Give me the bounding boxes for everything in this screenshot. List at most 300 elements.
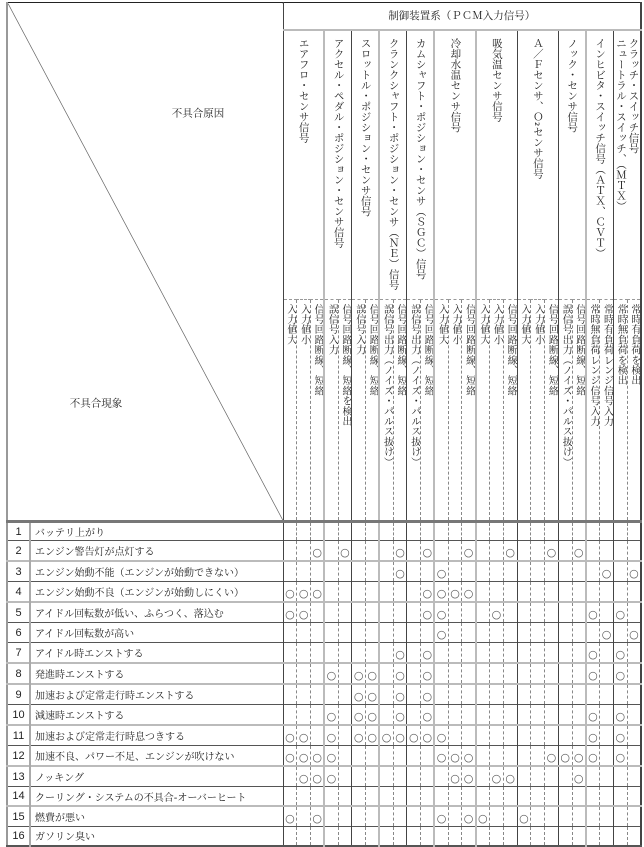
mark-cell — [448, 827, 462, 846]
mark-cell — [613, 623, 627, 643]
sensor-group-label — [387, 38, 400, 290]
mark-cell — [338, 725, 352, 746]
mark-cell — [462, 582, 476, 603]
mark-cell — [600, 766, 614, 787]
mark-circle: ○ — [326, 731, 337, 745]
mark-circle: ○ — [381, 731, 392, 745]
mark-cell — [393, 522, 407, 541]
mark-cell — [489, 561, 503, 582]
mark-cell — [545, 787, 559, 806]
mark-cell — [572, 746, 586, 767]
mark-cell — [627, 663, 641, 684]
failure-mode-header — [531, 300, 545, 522]
mark-cell — [613, 725, 627, 746]
symptom-cell — [30, 602, 283, 623]
mark-cell — [407, 766, 421, 787]
mark-circle: ○ — [353, 731, 364, 745]
mark-cell — [379, 623, 393, 643]
mark-cell — [627, 541, 641, 562]
mark-cell — [311, 766, 325, 787]
mark-cell — [627, 827, 641, 846]
mark-cell — [448, 561, 462, 582]
mark-cell — [600, 827, 614, 846]
mark-cell — [517, 541, 531, 562]
mark-cell — [352, 623, 366, 643]
mark-cell — [572, 623, 586, 643]
mark-cell — [613, 766, 627, 787]
mark-cell — [338, 623, 352, 643]
mark-circle: ○ — [546, 751, 557, 765]
failure-mode-header — [448, 300, 462, 522]
mark-cell — [503, 522, 517, 541]
mark-cell — [338, 541, 352, 562]
mark-circle: ○ — [298, 772, 309, 786]
failure-mode-label: 常時無負荷レンジ信号入力 — [587, 304, 599, 427]
corner-diagonal-box — [8, 3, 283, 519]
mark-cell — [311, 806, 325, 827]
mark-circle: ○ — [601, 628, 612, 642]
symptom-cell — [30, 787, 283, 806]
mark-cell — [407, 623, 421, 643]
mark-cell — [379, 827, 393, 846]
symptom-text: アイドル回転数が低い、ふらつく、落込む — [35, 609, 224, 621]
row-number: 7 — [7, 643, 30, 664]
mark-cell — [462, 623, 476, 643]
symptom-text: バッテリ上がり — [35, 528, 105, 540]
symptom-cell — [30, 766, 283, 787]
mark-cell — [531, 541, 545, 562]
symptom-row — [7, 623, 641, 643]
symptom-text: エンジン始動不能（エンジンが始動できない） — [35, 568, 244, 580]
mark-cell — [352, 766, 366, 787]
mark-cell — [393, 643, 407, 664]
mark-cell — [352, 643, 366, 664]
mark-cell — [283, 623, 297, 643]
sensor-group-label-line: ニュートラル・スイッチ、（ＭＴＸ） — [615, 37, 627, 211]
sensor-group-header — [586, 30, 614, 300]
mark-cell — [517, 806, 531, 827]
mark-cell — [324, 522, 338, 541]
mark-cell — [297, 684, 311, 705]
mark-circle: ○ — [367, 710, 378, 724]
mark-cell — [462, 705, 476, 726]
mark-cell — [352, 582, 366, 603]
mark-cell — [297, 746, 311, 767]
mark-cell — [434, 561, 448, 582]
mark-cell — [517, 787, 531, 806]
sensor-group-header — [434, 30, 475, 300]
mark-cell — [283, 725, 297, 746]
symptom-text: アイドル回転数が高い — [35, 629, 135, 641]
mark-cell — [421, 643, 435, 664]
symptom-row — [7, 602, 641, 623]
mark-cell — [407, 746, 421, 767]
row-number: 10 — [7, 705, 30, 726]
mark-cell — [434, 522, 448, 541]
failure-mode-header — [462, 300, 476, 522]
mark-cell — [627, 705, 641, 726]
mark-cell — [531, 746, 545, 767]
mark-cell — [393, 602, 407, 623]
sensor-group-header — [407, 30, 435, 300]
mark-cell — [352, 705, 366, 726]
symptom-row — [7, 541, 641, 562]
mark-circle: ○ — [615, 751, 626, 765]
failure-mode-label: 常時有負荷レンジ信号入力 — [601, 304, 613, 427]
mark-cell — [586, 582, 600, 603]
mark-cell — [531, 623, 545, 643]
mark-cell — [613, 602, 627, 623]
mark-circle: ○ — [367, 669, 378, 683]
mark-cell — [489, 827, 503, 846]
failure-mode-header — [421, 300, 435, 522]
mark-cell — [434, 827, 448, 846]
mark-cell — [586, 623, 600, 643]
mark-cell — [324, 806, 338, 827]
mark-cell — [366, 582, 380, 603]
mark-circle: ○ — [367, 690, 378, 704]
mark-cell — [338, 787, 352, 806]
mark-cell — [462, 541, 476, 562]
mark-cell — [311, 663, 325, 684]
mark-cell — [407, 705, 421, 726]
failure-mode-header — [283, 300, 297, 522]
mark-cell — [517, 623, 531, 643]
mark-cell — [338, 766, 352, 787]
mark-cell — [366, 684, 380, 705]
mark-cell — [476, 827, 490, 846]
mark-cell — [448, 541, 462, 562]
mark-cell — [489, 705, 503, 726]
table-title-text: 制御装置系（ＰＣＭ入力信号） — [388, 10, 536, 23]
mark-cell — [558, 623, 572, 643]
mark-circle: ○ — [422, 669, 433, 683]
mark-circle: ○ — [573, 751, 584, 765]
mark-circle: ○ — [353, 710, 364, 724]
symptom-cell — [30, 663, 283, 684]
mark-cell — [283, 522, 297, 541]
mark-cell — [503, 663, 517, 684]
sensor-group-label-line: Ａ／Ｆセンサ、Ｏ₂センサ信号 — [531, 37, 544, 179]
mark-circle: ○ — [436, 731, 447, 745]
mark-cell — [531, 705, 545, 726]
failure-mode-header — [297, 300, 311, 522]
mark-cell — [448, 684, 462, 705]
mark-cell — [558, 787, 572, 806]
mark-cell — [558, 663, 572, 684]
mark-cell — [283, 663, 297, 684]
mark-cell — [366, 643, 380, 664]
failure-mode-header — [572, 300, 586, 522]
mark-cell — [379, 522, 393, 541]
mark-circle: ○ — [629, 628, 639, 642]
mark-cell — [503, 705, 517, 726]
sensor-group-label — [531, 38, 544, 179]
row-number: 15 — [7, 806, 30, 827]
mark-cell — [613, 746, 627, 767]
mark-cell — [283, 561, 297, 582]
mark-cell — [393, 663, 407, 684]
sensor-group-label — [449, 38, 462, 133]
mark-cell — [448, 663, 462, 684]
mark-cell — [379, 766, 393, 787]
mark-cell — [531, 663, 545, 684]
mark-circle: ○ — [395, 710, 405, 724]
mark-cell — [462, 561, 476, 582]
mark-cell — [311, 602, 325, 623]
sensor-group-label — [414, 38, 427, 280]
row-number: 11 — [7, 725, 30, 746]
mark-cell — [545, 522, 559, 541]
mark-circle: ○ — [588, 648, 598, 662]
mark-cell — [600, 602, 614, 623]
mark-cell — [407, 582, 421, 603]
mark-cell — [572, 684, 586, 705]
mark-circle: ○ — [298, 731, 309, 745]
mark-cell — [283, 787, 297, 806]
mark-cell — [545, 705, 559, 726]
mark-cell — [338, 643, 352, 664]
mark-cell — [297, 725, 311, 746]
mark-cell — [476, 705, 490, 726]
mark-cell — [572, 582, 586, 603]
mark-cell — [531, 806, 545, 827]
mark-cell — [393, 541, 407, 562]
mark-circle: ○ — [463, 772, 474, 786]
mark-cell — [517, 705, 531, 726]
mark-cell — [324, 787, 338, 806]
symptom-cell — [30, 582, 283, 603]
sensor-group-label-line: エアフロ・センサ信号 — [297, 37, 310, 143]
symptom-cell — [30, 561, 283, 582]
failure-mode-header — [379, 300, 393, 522]
mark-cell — [613, 561, 627, 582]
mark-cell — [448, 522, 462, 541]
mark-cell — [366, 766, 380, 787]
mark-cell — [572, 725, 586, 746]
sensor-group-label-line: スロットル・ポジション・センサ信号 — [359, 37, 372, 216]
mark-cell — [283, 705, 297, 726]
mark-cell — [462, 806, 476, 827]
symptom-label: 不具合現象 — [69, 397, 123, 410]
mark-cell — [338, 522, 352, 541]
mark-cell — [586, 806, 600, 827]
mark-cell — [338, 705, 352, 726]
mark-circle: ○ — [615, 710, 626, 724]
mark-cell — [558, 582, 572, 603]
mark-cell — [545, 643, 559, 664]
mark-cell — [531, 787, 545, 806]
symptom-cell — [30, 623, 283, 643]
mark-cell — [297, 705, 311, 726]
mark-circle: ○ — [326, 751, 337, 765]
mark-cell — [352, 725, 366, 746]
mark-cell — [476, 561, 490, 582]
mark-cell — [558, 684, 572, 705]
mark-circle: ○ — [285, 751, 295, 765]
symptom-text: 加速不良、パワー不足、エンジンが吹けない — [35, 752, 235, 764]
sensor-group-label — [566, 38, 579, 133]
mark-cell — [462, 684, 476, 705]
mark-circle: ○ — [422, 690, 433, 704]
failure-mode-header — [600, 300, 614, 522]
mark-circle: ○ — [422, 710, 433, 724]
mark-cell — [627, 725, 641, 746]
mark-cell — [407, 787, 421, 806]
mark-circle: ○ — [298, 587, 309, 601]
mark-cell — [600, 806, 614, 827]
mark-cell — [379, 705, 393, 726]
mark-circle: ○ — [463, 587, 474, 601]
diagnosis-matrix-table — [6, 2, 642, 847]
row-number: 12 — [7, 746, 30, 767]
failure-mode-header — [338, 300, 352, 522]
mark-cell — [627, 602, 641, 623]
failure-mode-label: 入力値小 — [491, 304, 503, 345]
mark-cell — [586, 746, 600, 767]
mark-cell — [379, 663, 393, 684]
mark-cell — [448, 623, 462, 643]
mark-cell — [531, 725, 545, 746]
mark-cell — [462, 725, 476, 746]
mark-cell — [627, 787, 641, 806]
mark-cell — [297, 787, 311, 806]
mark-circle: ○ — [601, 567, 612, 581]
symptom-row — [7, 561, 641, 582]
mark-cell — [297, 561, 311, 582]
mark-cell — [627, 684, 641, 705]
failure-mode-header — [586, 300, 600, 522]
mark-cell — [352, 684, 366, 705]
mark-cell — [283, 602, 297, 623]
mark-cell — [407, 541, 421, 562]
mark-cell — [489, 684, 503, 705]
mark-cell — [311, 705, 325, 726]
sensor-group-header — [517, 30, 558, 300]
mark-cell — [324, 561, 338, 582]
header-title-row — [7, 3, 641, 30]
failure-mode-label: 信号回路断線、短絡を検出 — [339, 304, 351, 427]
mark-cell — [421, 602, 435, 623]
mark-circle: ○ — [422, 731, 433, 745]
failure-mode-label: 信号回路断線、短絡 — [312, 304, 324, 396]
mark-cell — [366, 623, 380, 643]
mark-cell — [311, 522, 325, 541]
failure-mode-label: 入力値小 — [450, 304, 462, 345]
symptom-text: 加速および定常走行時息つきする — [35, 732, 185, 744]
mark-cell — [600, 705, 614, 726]
mark-cell — [503, 827, 517, 846]
row-number: 1 — [7, 522, 30, 541]
mark-cell — [545, 582, 559, 603]
mark-cell — [379, 602, 393, 623]
mark-cell — [324, 582, 338, 603]
mark-cell — [517, 725, 531, 746]
mark-cell — [586, 766, 600, 787]
mark-cell — [586, 541, 600, 562]
failure-mode-label: 常時無負荷を検出 — [615, 304, 627, 386]
failure-mode-header — [558, 300, 572, 522]
mark-circle: ○ — [422, 587, 433, 601]
mark-cell — [503, 541, 517, 562]
mark-cell — [324, 643, 338, 664]
mark-cell — [613, 684, 627, 705]
mark-cell — [600, 541, 614, 562]
failure-mode-label: 誤信号出力（ノイズ・パルス抜け） — [381, 304, 393, 468]
mark-cell — [572, 541, 586, 562]
mark-circle: ○ — [285, 608, 295, 622]
sensor-group-label-line: カムシャフト・ポジション・センサ（ＳＧＣ）信号 — [414, 37, 427, 279]
mark-cell — [366, 746, 380, 767]
mark-cell — [545, 623, 559, 643]
mark-circle: ○ — [285, 587, 295, 601]
symptom-text: ガソリン臭い — [35, 832, 95, 844]
mark-cell — [393, 705, 407, 726]
mark-cell — [462, 522, 476, 541]
mark-cell — [421, 522, 435, 541]
mark-cell — [393, 561, 407, 582]
mark-cell — [613, 643, 627, 664]
mark-cell — [421, 684, 435, 705]
mark-cell — [489, 602, 503, 623]
mark-cell — [572, 827, 586, 846]
table-title — [283, 3, 641, 30]
symptom-text: 加速および定常走行時エンストする — [35, 691, 195, 703]
mark-cell — [476, 806, 490, 827]
mark-cell — [311, 684, 325, 705]
mark-circle: ○ — [463, 751, 474, 765]
mark-cell — [421, 705, 435, 726]
mark-cell — [352, 663, 366, 684]
mark-cell — [421, 827, 435, 846]
mark-cell — [572, 522, 586, 541]
mark-cell — [379, 746, 393, 767]
mark-cell — [489, 663, 503, 684]
mark-circle: ○ — [588, 710, 598, 724]
mark-cell — [366, 827, 380, 846]
mark-cell — [338, 582, 352, 603]
mark-cell — [407, 827, 421, 846]
symptom-text: クーリング・システムの不具合-オーバーヒート — [35, 792, 247, 804]
mark-circle: ○ — [588, 731, 598, 745]
mark-circle: ○ — [298, 608, 309, 622]
mark-cell — [627, 522, 641, 541]
mark-cell — [558, 705, 572, 726]
mark-cell — [503, 643, 517, 664]
failure-mode-header — [324, 300, 338, 522]
mark-cell — [393, 787, 407, 806]
mark-cell — [517, 684, 531, 705]
mark-cell — [434, 705, 448, 726]
symptom-cell — [30, 746, 283, 767]
sensor-group-label — [332, 38, 345, 248]
mark-cell — [407, 522, 421, 541]
mark-cell — [517, 663, 531, 684]
mark-circle: ○ — [436, 751, 447, 765]
symptom-cell — [30, 684, 283, 705]
sensor-group-header — [324, 30, 352, 300]
mark-cell — [489, 787, 503, 806]
mark-cell — [586, 522, 600, 541]
mark-cell — [366, 806, 380, 827]
mark-circle: ○ — [588, 751, 598, 765]
failure-mode-header — [393, 300, 407, 522]
mark-cell — [545, 806, 559, 827]
mark-circle: ○ — [463, 546, 474, 560]
mark-cell — [338, 561, 352, 582]
mark-cell — [324, 541, 338, 562]
corner-header — [7, 3, 283, 522]
